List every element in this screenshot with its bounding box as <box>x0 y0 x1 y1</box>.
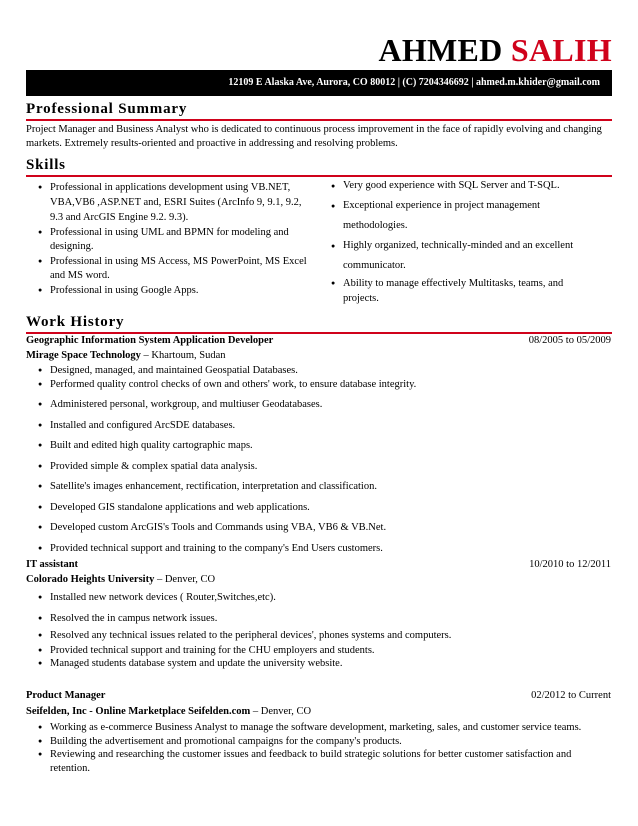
skill-item: ● Professional in applications development using VB.NET, VBA,VB6 ,ASP.NET and, ESRI Suites (ArcInfo 9, 9.1, 9.2, 9.3 and ArcGIS Engine 9.2. 9.3). <box>38 180 310 225</box>
job-bullet: ● Provided simple & complex spatial data analysis. <box>38 460 612 474</box>
contact-bar: 12109 E Alaska Ave, Aurora, CO 80012 | (C) 7204346692 | ahmed.m.khider@gmail.com <box>26 70 612 96</box>
skill-item: ● Professional in using UML and BPMN for modeling and designing. <box>38 226 310 253</box>
job-bullet: ● Installed and configured ArcSDE databases. <box>38 419 612 433</box>
summary-heading: Professional Summary <box>26 100 612 121</box>
job-bullets <box>38 364 612 555</box>
job-title: IT assistant <box>26 559 79 570</box>
job-company <box>26 349 226 363</box>
job-bullet: ● Satellite's images enhancement, rectification, interpretation and classification. <box>38 480 612 494</box>
skill-item: ● Exceptional experience in project management methodologies. <box>331 196 601 236</box>
job-bullet: ● Building the advertisement and promotional campaigns for the company's products. <box>38 735 612 749</box>
skill-item: ● Highly organized, technically-minded and an excellent communicator. <box>331 236 601 276</box>
job-company <box>26 705 311 719</box>
skills-heading: Skills <box>26 156 612 177</box>
job-bullets <box>38 721 612 775</box>
job-bullet: ● Provided technical support and training for the CHU employers and students. <box>38 644 612 658</box>
candidate-name <box>378 32 612 68</box>
job-bullet: ● Developed custom ArcGIS's Tools and Commands using VBA, VB6 & VB.Net. <box>38 521 612 535</box>
skill-item: ● Ability to manage effectively Multitasks, teams, and projects. <box>331 276 601 306</box>
job-dates: 08/2005 to 05/2009 <box>528 335 611 346</box>
skill-item: ● Very good experience with SQL Server and T-SQL. <box>331 176 601 196</box>
skills-left-list <box>38 180 310 300</box>
company-name: Seifelden, Inc - Online Marketplace Seifelden.com <box>26 706 251 717</box>
job-bullet: ● Provided technical support and training to the company's End Users customers. <box>38 542 612 556</box>
job-bullet: ● Built and edited high quality cartographic maps. <box>38 439 612 453</box>
job-bullet: ● Resolved the in campus network issues. <box>38 612 612 626</box>
job-bullet: ● Managed students database system and update the university website. <box>38 657 612 671</box>
job-bullet: ● Installed new network devices ( Router,Switches,etc). <box>38 591 612 605</box>
summary-text: Project Manager and Business Analyst who is dedicated to continuous process improvement in the face of rapidly evolving and changing markets. Extremely results-oriented and proactive in addressing and resolving problems. <box>26 124 602 149</box>
skill-item: ● Professional in using Google Apps. <box>38 284 310 298</box>
job-bullet: ● Administered personal, workgroup, and multiuser Geodatabases. <box>38 398 612 412</box>
job-bullet: ● Reviewing and researching the customer issues and feedback to build strategic solutions for better customer satisfaction and retention. <box>38 748 612 775</box>
company-name: Colorado Heights University <box>26 574 155 585</box>
job-bullet: ● Resolved any technical issues related to the peripheral devices', phones systems and computers. <box>38 629 612 643</box>
company-location: – Denver, CO <box>154 574 216 585</box>
job-dates: 10/2010 to 12/2011 <box>529 559 611 570</box>
job-title: Geographic Information System Application Developer <box>26 335 274 346</box>
work-history-heading: Work History <box>26 313 612 334</box>
job-bullet: ● Designed, managed, and maintained Geospatial Databases. <box>38 364 612 378</box>
job-company <box>26 573 215 587</box>
job-bullet: ● Developed GIS standalone applications and web applications. <box>38 501 612 515</box>
company-location: – Khartoum, Sudan <box>140 350 226 361</box>
job-bullets <box>38 591 612 671</box>
job-bullet: ● Performed quality control checks of own and others' work, to ensure database integrity. <box>38 378 612 392</box>
first-name: AHMED <box>378 32 503 68</box>
company-location: – Denver, CO <box>250 706 312 717</box>
job-bullet: ● Working as e-commerce Business Analyst to manage the software development, marketing, sales, and customer service teams. <box>38 721 612 735</box>
job-dates: 02/2012 to Current <box>531 690 611 701</box>
job-title: Product Manager <box>26 690 106 701</box>
last-name: SALIH <box>510 32 612 68</box>
skills-right-list <box>331 176 601 306</box>
company-name: Mirage Space Technology <box>26 350 141 361</box>
skill-item: ● Professional in using MS Access, MS PowerPoint, MS Excel and MS word. <box>38 255 310 282</box>
